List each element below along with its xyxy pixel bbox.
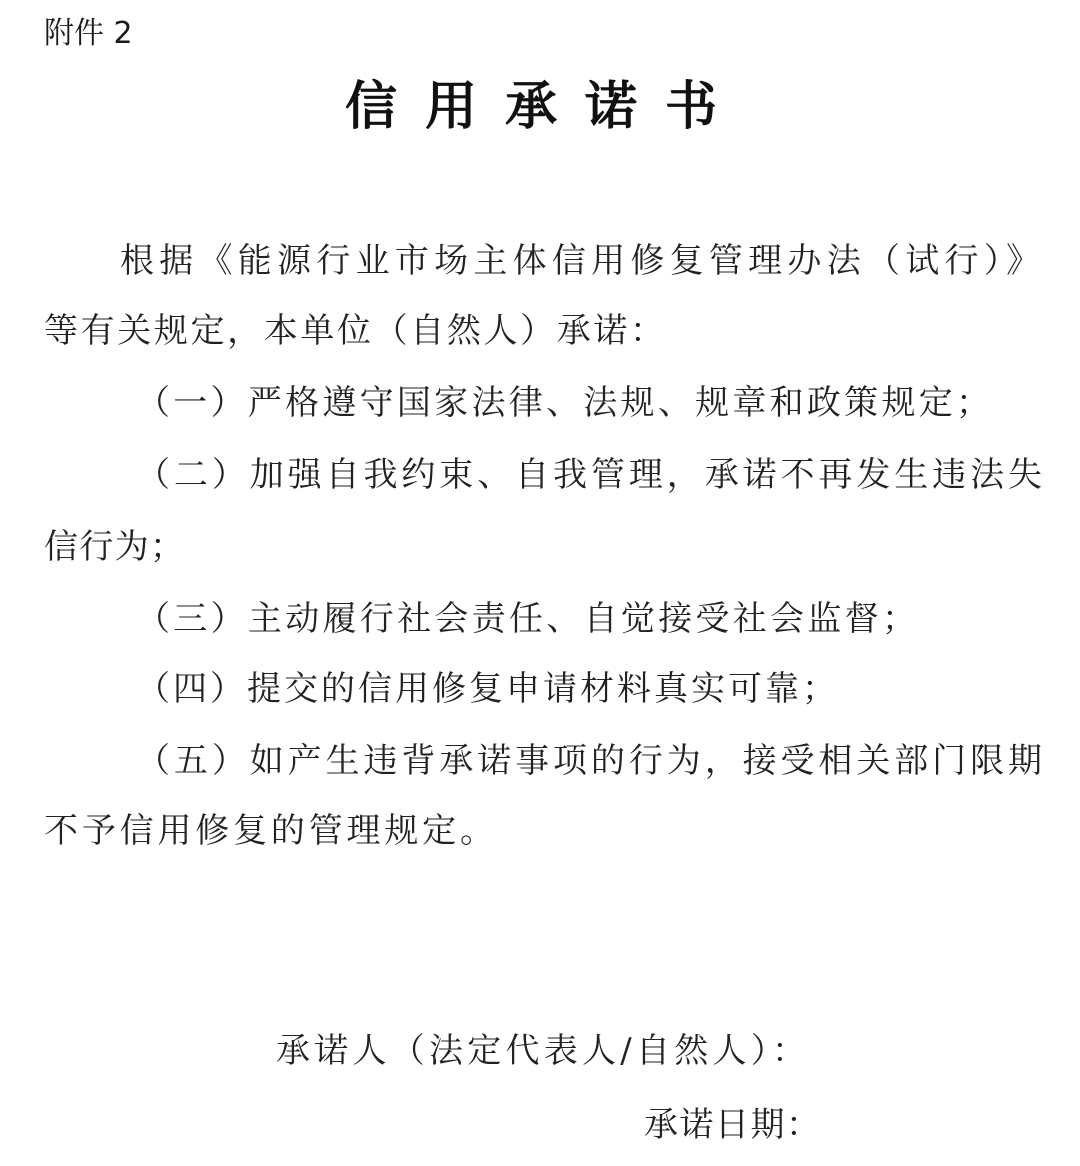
commitment-item-2-line-1: （二）加强自我约束、自我管理，承诺不再发生违法失 bbox=[136, 455, 1042, 495]
commitment-item-3: （三）主动履行社会责任、自觉接受社会监督； bbox=[136, 599, 916, 639]
commitment-item-2-line-2: 信行为； bbox=[44, 527, 184, 567]
commitment-item-1: （一）严格遵守国家法律、法规、规章和政策规定； bbox=[136, 383, 990, 423]
commitment-item-5-line-1: （五）如产生违背承诺事项的行为，接受相关部门限期 bbox=[136, 741, 1042, 781]
promisor-signature-label: 承诺人（法定代表人/自然人）： bbox=[276, 1031, 806, 1071]
intro-paragraph-line-1: 根据《能源行业市场主体信用修复管理办法（试行）》 bbox=[120, 241, 1040, 281]
promise-date-label: 承诺日期： bbox=[644, 1105, 820, 1145]
commitment-item-5-line-2: 不予信用修复的管理规定。 bbox=[44, 811, 494, 851]
document-title: 信用承诺书 bbox=[344, 77, 745, 137]
commitment-item-4: （四）提交的信用修复申请材料真实可靠； bbox=[136, 669, 836, 709]
attachment-label: 附件 2 bbox=[44, 16, 133, 51]
intro-paragraph-line-2: 等有关规定，本单位（自然人）承诺： bbox=[44, 311, 664, 351]
